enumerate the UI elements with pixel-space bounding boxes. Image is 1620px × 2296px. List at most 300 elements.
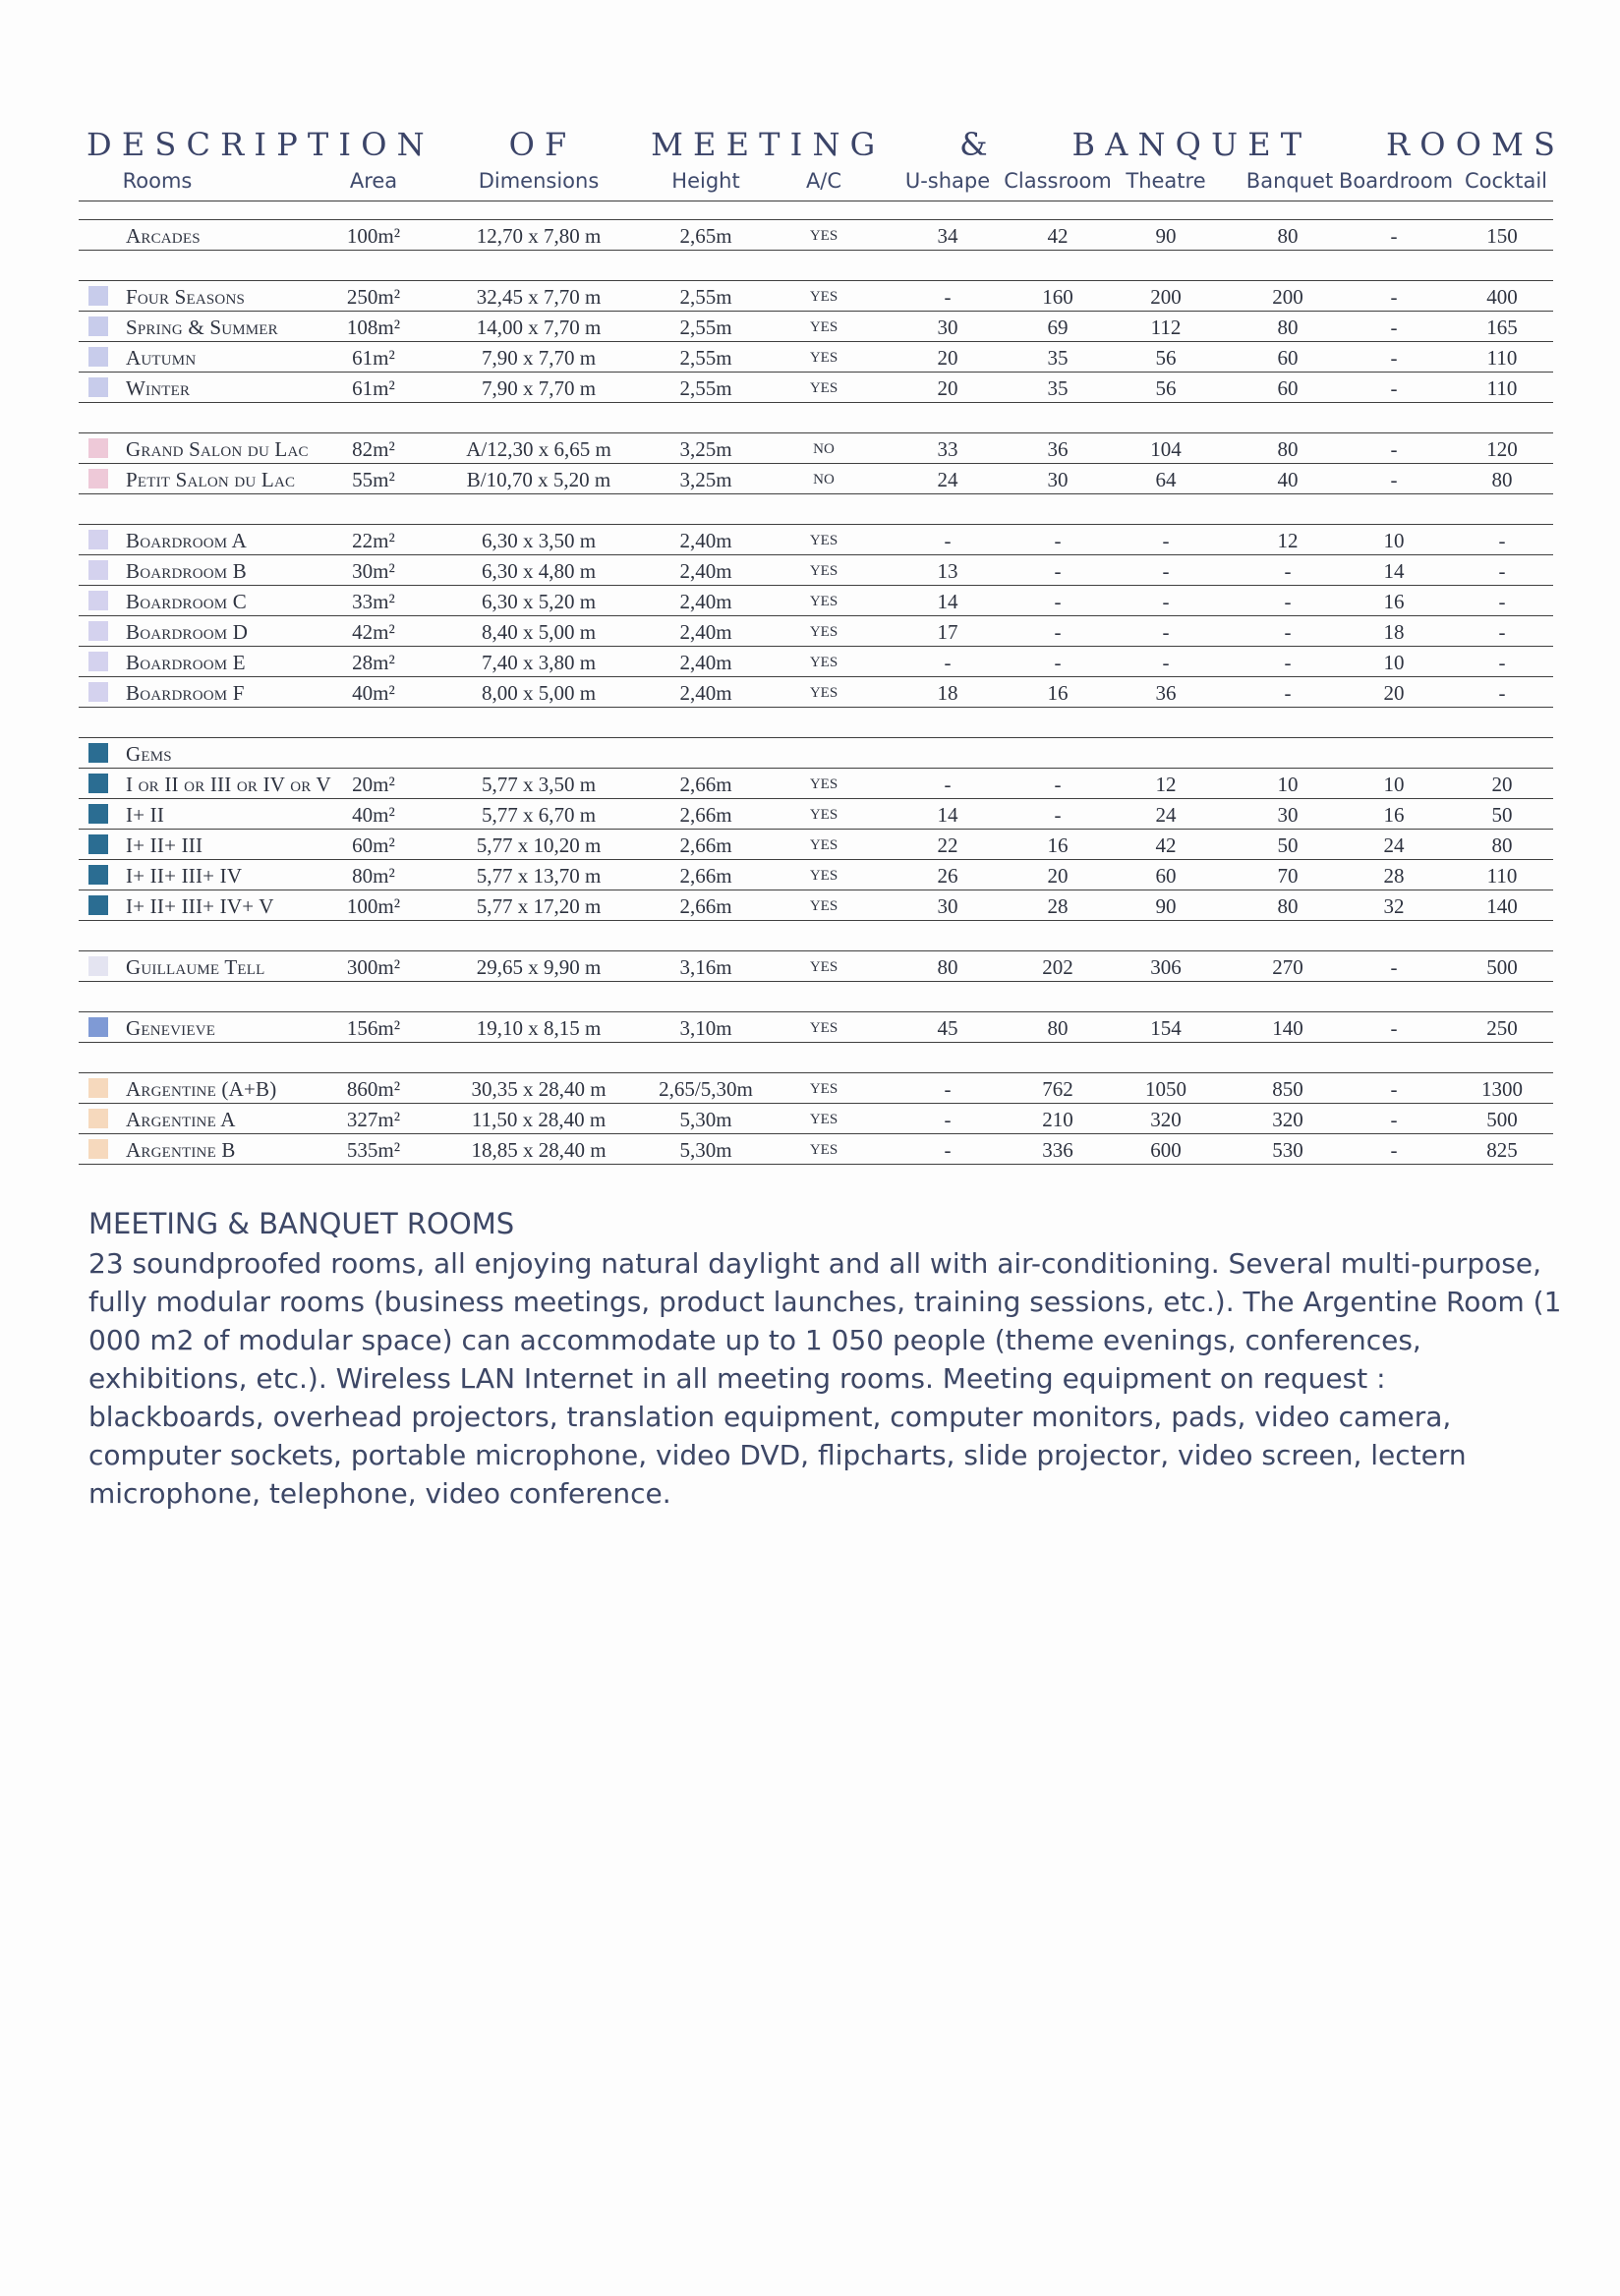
cell-theatre: 104: [1150, 437, 1182, 461]
cell-classroom: 762: [1042, 1077, 1073, 1101]
cell-banquet: 320: [1272, 1108, 1303, 1131]
color-swatch: [88, 743, 108, 763]
column-header-ushape: U-shape: [904, 169, 991, 193]
cell-height: 2,40m: [679, 590, 732, 613]
cell-area: 300m²: [346, 955, 401, 979]
cell-boardroom: -: [1390, 468, 1398, 491]
color-swatch: [88, 834, 108, 854]
color-swatch: [88, 682, 108, 702]
cell-u-shape: 33: [937, 437, 958, 461]
cell-ac: YES: [809, 380, 839, 396]
cell-theatre: -: [1162, 559, 1170, 583]
cell-height: 2,55m: [679, 346, 732, 370]
room-name: Boardroom D: [126, 620, 249, 644]
cell-height: 2,55m: [679, 376, 732, 400]
cell-ac: YES: [809, 685, 839, 701]
cell-cocktail: 110: [1486, 346, 1518, 370]
cell-cocktail: 120: [1486, 437, 1518, 461]
cell-theatre: -: [1162, 651, 1170, 674]
cell-area: 82m²: [352, 437, 395, 461]
table-row: [79, 830, 1553, 860]
column-header-rooms: Rooms: [122, 169, 193, 193]
cell-ac: YES: [809, 1112, 839, 1127]
room-name: Petit Salon du Lac: [126, 468, 296, 491]
cell-theatre: -: [1162, 529, 1170, 552]
table-row: [79, 1072, 1553, 1104]
cell-height: 2,40m: [679, 529, 732, 552]
cell-ac: YES: [809, 624, 839, 640]
cell-u-shape: -: [944, 773, 952, 796]
cell-cocktail: 500: [1486, 955, 1518, 979]
room-group: [79, 432, 1553, 494]
cell-banquet: -: [1284, 681, 1292, 705]
cell-height: 2,40m: [679, 620, 732, 644]
cell-dimensions: A/12,30 x 6,65 m: [466, 437, 611, 461]
cell-area: 80m²: [352, 864, 395, 888]
title-word: D E S C R I P T I O N: [87, 126, 425, 163]
cell-classroom: 20: [1047, 864, 1069, 888]
cell-u-shape: 24: [937, 468, 958, 491]
cell-classroom: -: [1054, 773, 1062, 796]
cell-dimensions: 7,90 x 7,70 m: [481, 376, 597, 400]
room-name: Grand Salon du Lac: [126, 437, 309, 461]
title-word: B A N Q U E T: [1071, 126, 1302, 163]
room-name: Winter: [126, 376, 191, 400]
room-group: [79, 1072, 1553, 1165]
cell-area: 28m²: [352, 651, 395, 674]
cell-cocktail: 1300: [1481, 1077, 1523, 1101]
cell-dimensions: 7,40 x 3,80 m: [481, 651, 597, 674]
cell-area: 60m²: [352, 833, 395, 857]
cell-dimensions: 5,77 x 10,20 m: [476, 833, 602, 857]
cell-dimensions: 8,00 x 5,00 m: [481, 681, 597, 705]
cell-boardroom: 16: [1383, 590, 1405, 613]
cell-banquet: 530: [1272, 1138, 1303, 1162]
color-swatch: [88, 591, 108, 610]
cell-classroom: 35: [1047, 346, 1069, 370]
cell-ac: YES: [809, 1020, 839, 1036]
cell-u-shape: 26: [937, 864, 958, 888]
column-header-height: Height: [671, 169, 740, 193]
cell-dimensions: 18,85 x 28,40 m: [471, 1138, 607, 1162]
cell-area: 156m²: [346, 1016, 401, 1040]
cell-dimensions: 5,77 x 6,70 m: [481, 803, 597, 827]
cell-height: 3,25m: [679, 437, 732, 461]
cell-classroom: 80: [1047, 1016, 1069, 1040]
cell-u-shape: 80: [937, 955, 958, 979]
cell-theatre: 56: [1155, 346, 1177, 370]
cell-dimensions: 12,70 x 7,80 m: [476, 224, 602, 248]
table-row: [79, 950, 1553, 982]
cell-banquet: 140: [1272, 1016, 1303, 1040]
cell-boardroom: -: [1390, 224, 1398, 248]
cell-classroom: 30: [1047, 468, 1069, 491]
cell-dimensions: 6,30 x 4,80 m: [481, 559, 597, 583]
table-row: [79, 524, 1553, 555]
room-group: [79, 280, 1553, 403]
cell-banquet: 850: [1272, 1077, 1303, 1101]
cell-height: 2,66m: [679, 864, 732, 888]
cell-classroom: 16: [1047, 833, 1069, 857]
cell-dimensions: 5,77 x 3,50 m: [481, 773, 597, 796]
cell-ac: YES: [809, 563, 839, 579]
color-swatch: [88, 530, 108, 549]
cell-boardroom: -: [1390, 1077, 1398, 1101]
cell-cocktail: -: [1498, 681, 1506, 705]
cell-area: 100m²: [346, 894, 401, 918]
cell-cocktail: 150: [1486, 224, 1518, 248]
cell-area: 40m²: [352, 681, 395, 705]
cell-boardroom: -: [1390, 376, 1398, 400]
cell-boardroom: 28: [1383, 864, 1405, 888]
room-name: I+ II+ III: [126, 833, 203, 857]
cell-classroom: -: [1054, 529, 1062, 552]
color-swatch: [88, 865, 108, 885]
table-row: [79, 312, 1553, 342]
cell-area: 61m²: [352, 346, 395, 370]
cell-banquet: 60: [1277, 376, 1299, 400]
cell-dimensions: 11,50 x 28,40 m: [471, 1108, 607, 1131]
cell-height: 2,40m: [679, 681, 732, 705]
cell-cocktail: 80: [1491, 468, 1513, 491]
room-group: [79, 524, 1553, 708]
cell-cocktail: 50: [1491, 803, 1513, 827]
table-row: [79, 555, 1553, 586]
cell-classroom: -: [1054, 651, 1062, 674]
cell-classroom: 210: [1042, 1108, 1073, 1131]
cell-banquet: 200: [1272, 285, 1303, 309]
cell-cocktail: 110: [1486, 864, 1518, 888]
cell-dimensions: 6,30 x 5,20 m: [481, 590, 597, 613]
room-name: Guillaume Tell: [126, 955, 265, 979]
cell-cocktail: 500: [1486, 1108, 1518, 1131]
cell-theatre: 112: [1150, 316, 1182, 339]
room-name: Gems: [126, 742, 172, 766]
cell-height: 2,66m: [679, 773, 732, 796]
color-swatch: [88, 438, 108, 458]
room-name: Four Seasons: [126, 285, 246, 309]
cell-u-shape: 13: [937, 559, 958, 583]
cell-ac: NO: [813, 472, 835, 488]
cell-u-shape: -: [944, 1077, 952, 1101]
cell-ac: YES: [809, 289, 839, 305]
cell-boardroom: -: [1390, 1016, 1398, 1040]
cell-u-shape: 17: [937, 620, 958, 644]
cell-dimensions: 32,45 x 7,70 m: [476, 285, 602, 309]
column-header-dimensions: Dimensions: [478, 169, 600, 193]
cell-theatre: 154: [1150, 1016, 1182, 1040]
cell-u-shape: -: [944, 529, 952, 552]
cell-area: 327m²: [346, 1108, 401, 1131]
cell-dimensions: 6,30 x 3,50 m: [481, 529, 597, 552]
cell-boardroom: -: [1390, 285, 1398, 309]
cell-height: 2,66m: [679, 894, 732, 918]
column-header-banquet: Banquet: [1245, 169, 1334, 193]
cell-banquet: -: [1284, 590, 1292, 613]
color-swatch: [88, 560, 108, 580]
cell-ac: YES: [809, 837, 839, 853]
table-row: [79, 677, 1553, 708]
table-row: [79, 647, 1553, 677]
cell-height: 2,55m: [679, 316, 732, 339]
cell-height: 2,55m: [679, 285, 732, 309]
cell-dimensions: 5,77 x 17,20 m: [476, 894, 602, 918]
cell-dimensions: 5,77 x 13,70 m: [476, 864, 602, 888]
cell-classroom: 28: [1047, 894, 1069, 918]
cell-dimensions: 30,35 x 28,40 m: [471, 1077, 607, 1101]
cell-theatre: 1050: [1145, 1077, 1186, 1101]
color-swatch: [88, 1078, 108, 1098]
cell-banquet: 80: [1277, 316, 1299, 339]
cell-banquet: -: [1284, 651, 1292, 674]
cell-banquet: 60: [1277, 346, 1299, 370]
cell-cocktail: 400: [1486, 285, 1518, 309]
cell-banquet: 10: [1277, 773, 1299, 796]
cell-banquet: 40: [1277, 468, 1299, 491]
cell-boardroom: -: [1390, 437, 1398, 461]
room-name: Genevieve: [126, 1016, 216, 1040]
cell-ac: YES: [809, 807, 839, 823]
color-swatch: [88, 956, 108, 976]
cell-height: 3,25m: [679, 468, 732, 491]
cell-cocktail: 140: [1486, 894, 1518, 918]
cell-banquet: -: [1284, 559, 1292, 583]
cell-cocktail: 80: [1491, 833, 1513, 857]
cell-boardroom: 10: [1383, 773, 1405, 796]
color-swatch: [88, 1109, 108, 1128]
cell-boardroom: -: [1390, 1108, 1398, 1131]
room-name: Argentine (A+B): [126, 1077, 277, 1101]
description-section: [88, 1207, 1563, 1513]
color-swatch: [88, 774, 108, 793]
cell-theatre: -: [1162, 590, 1170, 613]
cell-cocktail: 20: [1491, 773, 1513, 796]
cell-ac: YES: [809, 868, 839, 884]
cell-theatre: 42: [1155, 833, 1177, 857]
title-word: R O O M S: [1386, 126, 1555, 163]
room-group: [79, 1011, 1553, 1043]
cell-boardroom: -: [1390, 316, 1398, 339]
section-body: 23 soundproofed rooms, all enjoying natural daylight and all with air-conditioning. Several multi-purpose, fully modular rooms (business meetings, product launches, training sessions, etc.). The Argentine Room (1 000 m2 of modular space) can accommodate up to 1 050 people (theme evenings, conferences, exhibitions, etc.). Wireless LAN Internet in all meeting rooms. Meeting equipment on request : blackboards, overhead projectors, translation equipment, computer monitors, pads, video camera, computer sockets, portable microphone, video DVD, flipcharts, slide projector, video screen, lectern microphone, telephone, video conference.: [88, 1247, 1562, 1510]
cell-u-shape: -: [944, 1108, 952, 1131]
room-group: [79, 950, 1553, 982]
cell-height: 2,65m: [679, 224, 732, 248]
column-header-ac: A/C: [805, 169, 842, 193]
cell-height: 3,16m: [679, 955, 732, 979]
color-swatch: [88, 347, 108, 367]
color-swatch: [88, 1139, 108, 1159]
table-row: [79, 373, 1553, 403]
room-name: Autumn: [126, 346, 197, 370]
cell-ac: YES: [809, 776, 839, 792]
title-word: M E E T I N G: [651, 126, 876, 163]
cell-cocktail: 825: [1486, 1138, 1518, 1162]
cell-cocktail: -: [1498, 559, 1506, 583]
color-swatch: [88, 316, 108, 336]
cell-theatre: -: [1162, 620, 1170, 644]
cell-cocktail: -: [1498, 620, 1506, 644]
cell-ac: YES: [809, 959, 839, 975]
cell-height: 2,66m: [679, 803, 732, 827]
cell-area: 22m²: [352, 529, 395, 552]
page-title: [87, 126, 1555, 163]
cell-banquet: 30: [1277, 803, 1299, 827]
cell-u-shape: -: [944, 285, 952, 309]
cell-boardroom: 24: [1383, 833, 1405, 857]
column-header-area: Area: [349, 169, 398, 193]
table-row: [79, 799, 1553, 830]
cell-dimensions: 7,90 x 7,70 m: [481, 346, 597, 370]
room-name: I or II or III or IV or V: [126, 773, 331, 796]
color-swatch: [88, 286, 108, 306]
cell-classroom: 36: [1047, 437, 1069, 461]
cell-u-shape: 14: [937, 803, 958, 827]
cell-banquet: 270: [1272, 955, 1303, 979]
cell-area: 20m²: [352, 773, 395, 796]
cell-classroom: 35: [1047, 376, 1069, 400]
cell-height: 5,30m: [679, 1138, 732, 1162]
table-row: [79, 280, 1553, 312]
column-header-classroom: Classroom: [1004, 169, 1112, 193]
cell-area: 30m²: [352, 559, 395, 583]
table-row: [79, 1011, 1553, 1043]
cell-boardroom: 10: [1383, 529, 1405, 552]
cell-theatre: 56: [1155, 376, 1177, 400]
room-name: Boardroom E: [126, 651, 246, 674]
table-row: [79, 860, 1553, 890]
room-name: Boardroom B: [126, 559, 247, 583]
cell-theatre: 64: [1155, 468, 1177, 491]
cell-dimensions: 8,40 x 5,00 m: [481, 620, 597, 644]
cell-ac: YES: [809, 898, 839, 914]
room-group: [79, 737, 1553, 921]
cell-area: 55m²: [352, 468, 395, 491]
cell-banquet: 80: [1277, 224, 1299, 248]
cell-area: 40m²: [352, 803, 395, 827]
cell-classroom: 42: [1047, 224, 1069, 248]
cell-cocktail: 250: [1486, 1016, 1518, 1040]
room-name: Boardroom C: [126, 590, 247, 613]
cell-ac: YES: [809, 319, 839, 335]
cell-cocktail: -: [1498, 529, 1506, 552]
cell-classroom: 336: [1042, 1138, 1073, 1162]
cell-u-shape: 45: [937, 1016, 958, 1040]
cell-height: 3,10m: [679, 1016, 732, 1040]
cell-banquet: 50: [1277, 833, 1299, 857]
cell-ac: YES: [809, 533, 839, 548]
room-name: I+ II+ III+ IV+ V: [126, 894, 274, 918]
cell-height: 2,40m: [679, 651, 732, 674]
cell-dimensions: B/10,70 x 5,20 m: [466, 468, 611, 491]
column-header-boardroom: Boardroom: [1338, 169, 1454, 193]
table-header: [79, 165, 1553, 201]
cell-dimensions: 29,65 x 9,90 m: [476, 955, 602, 979]
color-swatch: [88, 469, 108, 488]
title-word: O F: [508, 126, 567, 163]
cell-u-shape: 20: [937, 376, 958, 400]
room-name: Arcades: [126, 224, 201, 248]
color-swatch: [88, 652, 108, 671]
cell-ac: YES: [809, 228, 839, 244]
room-name: Argentine B: [126, 1138, 236, 1162]
cell-u-shape: -: [944, 1138, 952, 1162]
cell-classroom: 202: [1042, 955, 1073, 979]
cell-theatre: 200: [1150, 285, 1182, 309]
cell-theatre: 36: [1155, 681, 1177, 705]
cell-cocktail: 110: [1486, 376, 1518, 400]
cell-u-shape: 30: [937, 316, 958, 339]
room-name: I+ II: [126, 803, 165, 827]
cell-cocktail: -: [1498, 590, 1506, 613]
cell-ac: YES: [809, 1081, 839, 1097]
room-name: Argentine A: [126, 1108, 236, 1131]
cell-boardroom: -: [1390, 955, 1398, 979]
cell-area: 250m²: [346, 285, 401, 309]
cell-boardroom: 14: [1383, 559, 1405, 583]
column-header-theatre: Theatre: [1126, 169, 1206, 193]
table-row: [79, 432, 1553, 464]
room-name: Boardroom F: [126, 681, 245, 705]
cell-u-shape: -: [944, 651, 952, 674]
cell-ac: YES: [809, 594, 839, 609]
cell-theatre: 24: [1155, 803, 1177, 827]
cell-height: 5,30m: [679, 1108, 732, 1131]
cell-ac: NO: [813, 441, 835, 457]
room-name: Spring & Summer: [126, 316, 278, 339]
cell-classroom: -: [1054, 590, 1062, 613]
table-row: [79, 737, 1553, 769]
cell-height: 2,66m: [679, 833, 732, 857]
cell-boardroom: 18: [1383, 620, 1405, 644]
cell-u-shape: 18: [937, 681, 958, 705]
cell-theatre: 60: [1155, 864, 1177, 888]
room-name: Boardroom A: [126, 529, 247, 552]
room-name: I+ II+ III+ IV: [126, 864, 243, 888]
column-header-cocktail: Cocktail: [1465, 169, 1547, 193]
cell-banquet: 70: [1277, 864, 1299, 888]
section-title: MEETING & BANQUET ROOMS: [88, 1207, 515, 1240]
cell-banquet: 80: [1277, 437, 1299, 461]
cell-area: 860m²: [346, 1077, 401, 1101]
table-row: [79, 586, 1553, 616]
cell-banquet: -: [1284, 620, 1292, 644]
cell-classroom: -: [1054, 559, 1062, 583]
cell-u-shape: 22: [937, 833, 958, 857]
cell-classroom: 69: [1047, 316, 1069, 339]
cell-dimensions: 14,00 x 7,70 m: [476, 316, 602, 339]
cell-boardroom: 16: [1383, 803, 1405, 827]
cell-area: 33m²: [352, 590, 395, 613]
cell-theatre: 12: [1155, 773, 1177, 796]
table-body: [79, 201, 1553, 1165]
cell-u-shape: 34: [937, 224, 958, 248]
cell-theatre: 90: [1155, 894, 1177, 918]
cell-area: 535m²: [346, 1138, 401, 1162]
color-swatch: [88, 621, 108, 641]
cell-classroom: -: [1054, 803, 1062, 827]
cell-boardroom: -: [1390, 346, 1398, 370]
table-row: [79, 219, 1553, 251]
table-row: [79, 1134, 1553, 1165]
color-swatch: [88, 1017, 108, 1037]
cell-boardroom: 10: [1383, 651, 1405, 674]
cell-boardroom: 20: [1383, 681, 1405, 705]
cell-theatre: 320: [1150, 1108, 1182, 1131]
cell-theatre: 90: [1155, 224, 1177, 248]
cell-u-shape: 20: [937, 346, 958, 370]
cell-area: 42m²: [352, 620, 395, 644]
cell-cocktail: 165: [1486, 316, 1518, 339]
